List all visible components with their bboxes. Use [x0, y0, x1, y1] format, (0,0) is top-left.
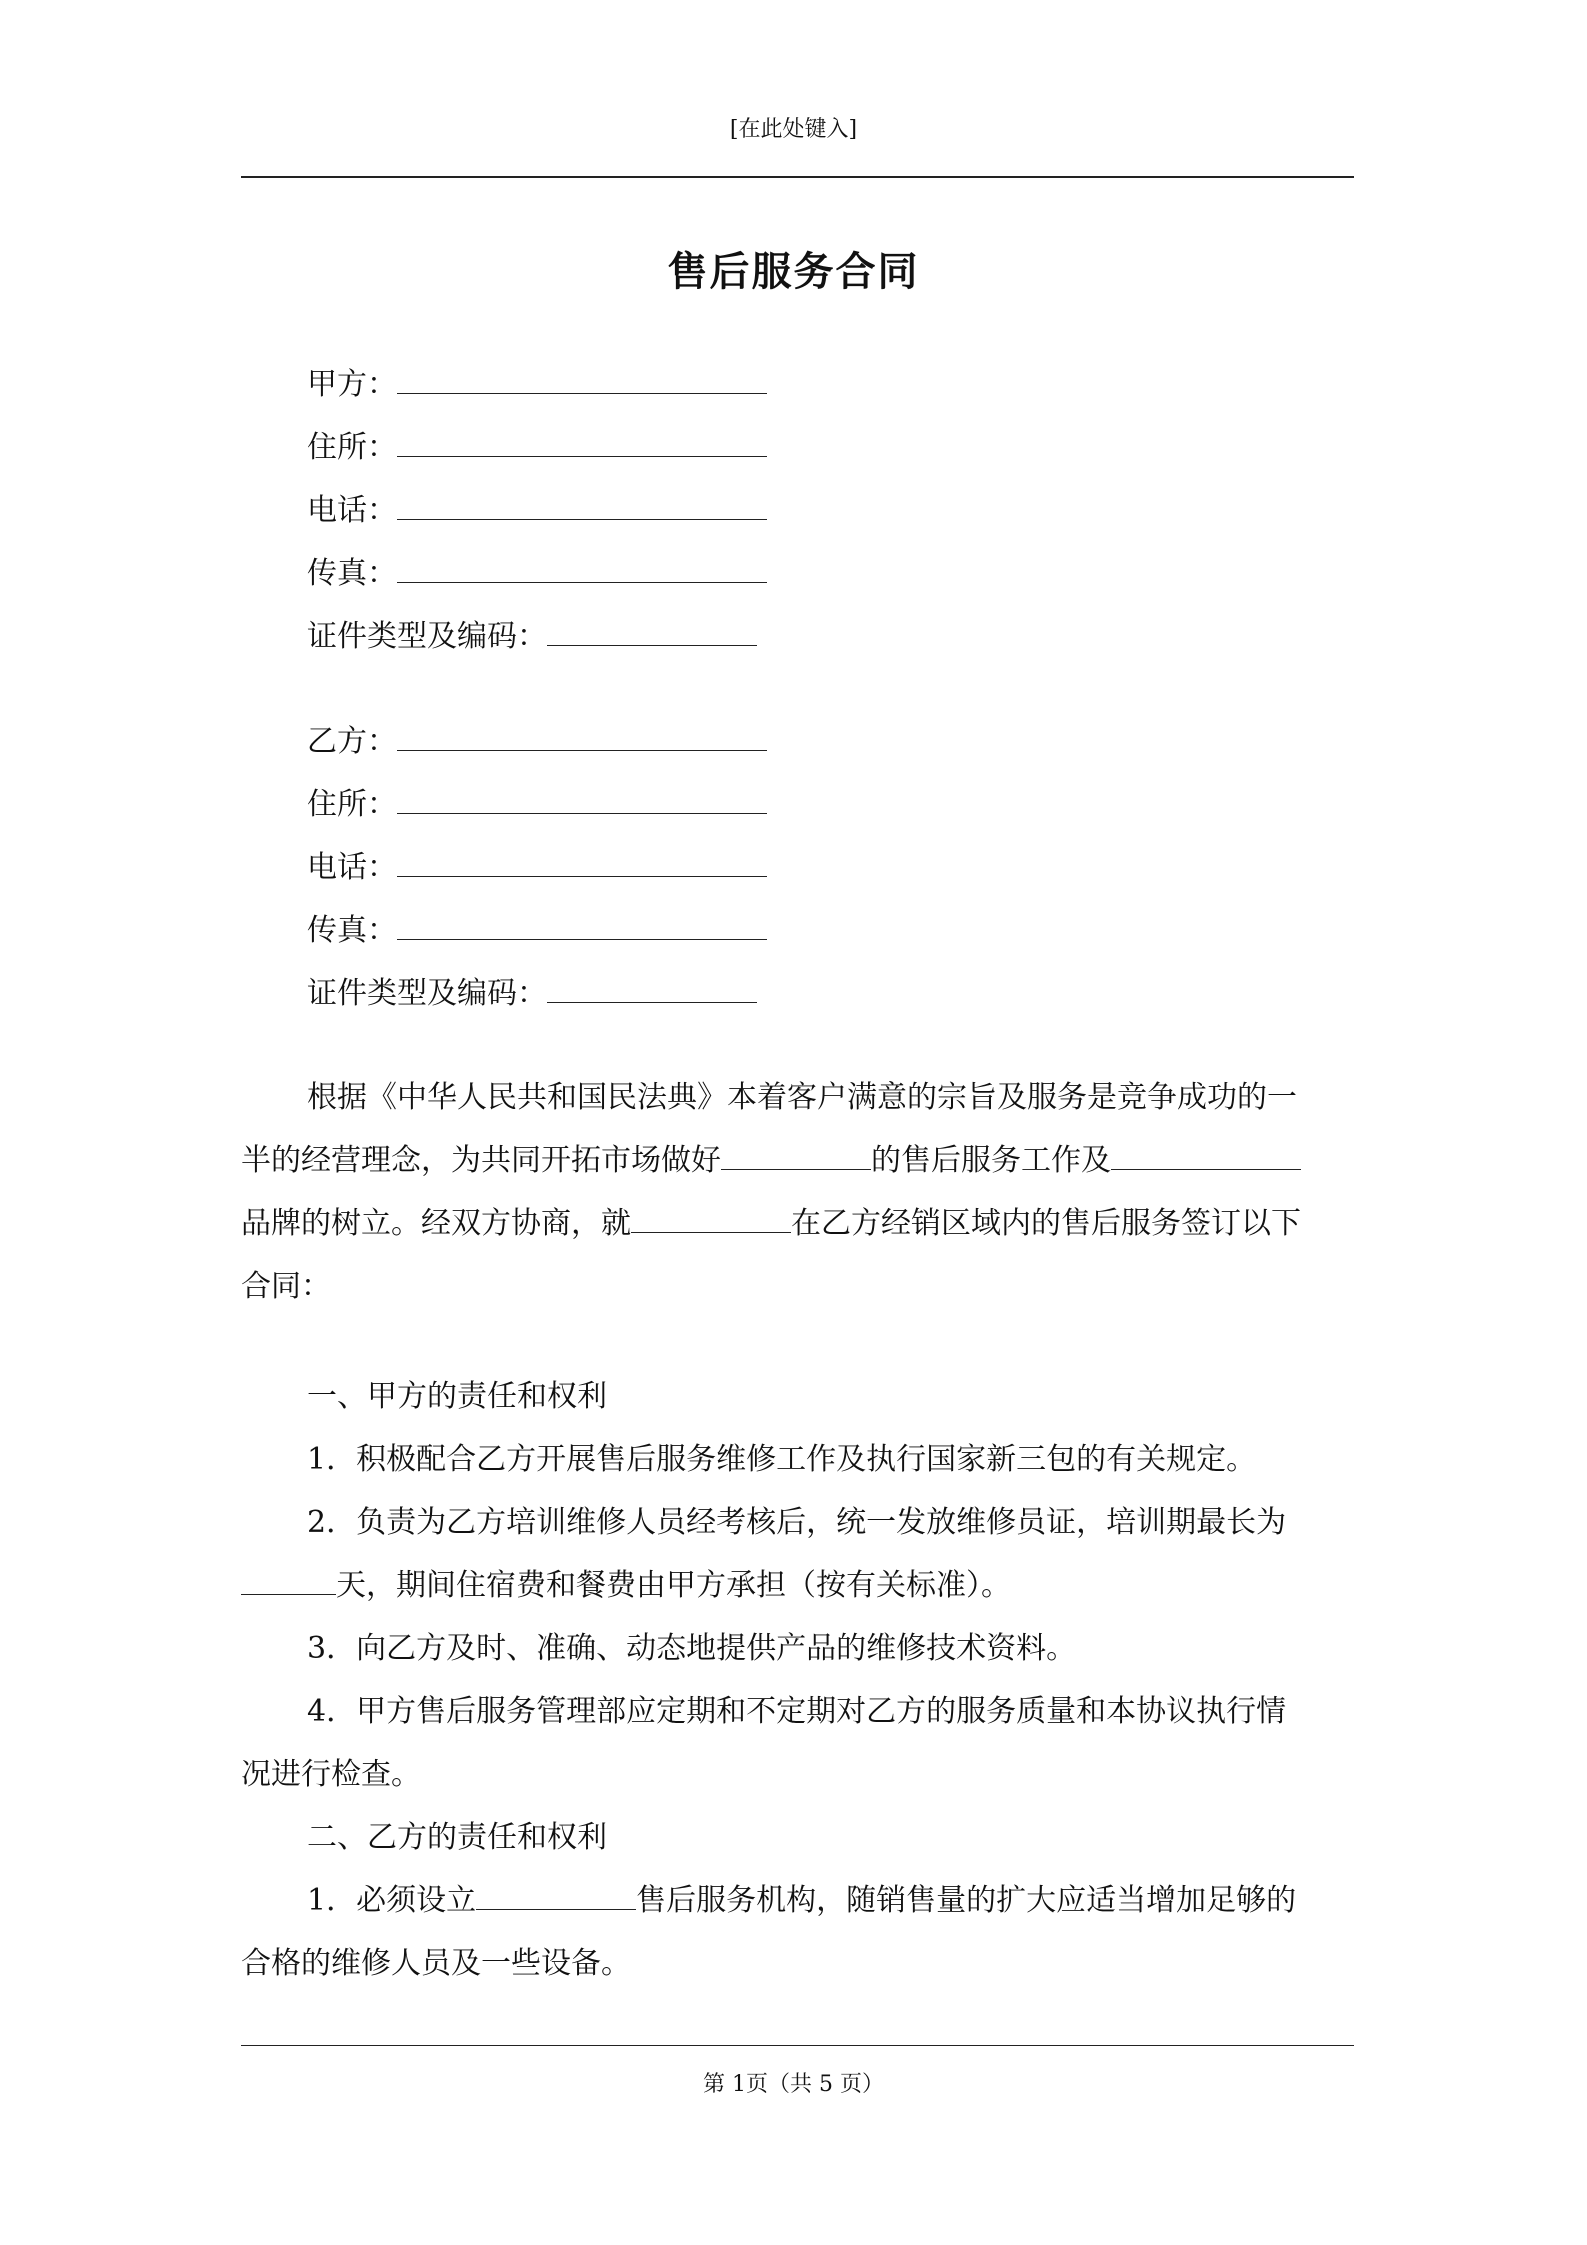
section-1-item-2-text: 天，期间住宿费和餐费由甲方承担（按有关标准）。: [336, 1568, 1011, 1603]
party-b-id-label: 证件类型及编码：: [307, 976, 547, 1011]
party-a-address-blank[interactable]: [397, 426, 767, 457]
intro-line-1: 根据《中华人民共和国民法典》本着客户满意的宗旨及服务是竞争成功的一: [307, 1080, 1297, 1115]
intro-line-3-a: 品牌的树立。经双方协商，就: [241, 1206, 631, 1241]
party-b-id-blank[interactable]: [547, 972, 757, 1003]
party-a-phone-blank[interactable]: [397, 489, 767, 520]
intro-line-2-b: 的售后服务工作及: [871, 1143, 1111, 1178]
party-b-field: [307, 720, 767, 762]
service-org-blank[interactable]: [476, 1881, 636, 1910]
party-a-phone-field: [307, 489, 767, 531]
party-a-address-field: [307, 426, 767, 468]
intro-line-3: [241, 1198, 1301, 1242]
party-b-id-field: [307, 972, 757, 1014]
party-a-label: 甲方：: [307, 367, 397, 402]
party-b-address-label: 住所：: [307, 787, 397, 822]
footer-rule: [241, 2045, 1354, 2046]
section-1-item-2-line-2: [241, 1560, 1011, 1604]
party-b-address-blank[interactable]: [397, 783, 767, 814]
section-1-item-4-line-1: 4．甲方售后服务管理部应定期和不定期对乙方的服务质量和本协议执行情: [307, 1694, 1287, 1729]
intro-blank-1[interactable]: [721, 1141, 871, 1170]
party-b-label: 乙方：: [307, 724, 397, 759]
section-1-item-1: 1．积极配合乙方开展售后服务维修工作及执行国家新三包的有关规定。: [307, 1442, 1257, 1477]
party-b-phone-label: 电话：: [307, 850, 397, 885]
intro-line-4: 合同：: [241, 1269, 331, 1304]
header-placeholder: [在此处键入]: [729, 117, 858, 142]
section-1-item-3: 3．向乙方及时、准确、动态地提供产品的维修技术资料。: [307, 1631, 1077, 1666]
party-a-address-label: 住所：: [307, 430, 397, 465]
party-a-fax-field: [307, 552, 767, 594]
party-b-address-field: [307, 783, 767, 825]
intro-line-2-a: 半的经营理念，为共同开拓市场做好: [241, 1143, 721, 1178]
intro-line-2: [241, 1135, 1301, 1179]
section-1-item-4-line-2: 况进行检查。: [241, 1757, 421, 1792]
party-a-id-field: [307, 615, 757, 657]
header-rule: [241, 176, 1354, 178]
section-2-item-1-line-2: 合格的维修人员及一些设备。: [241, 1946, 631, 1981]
section-2-item-1-line-1: [307, 1875, 1296, 1919]
party-b-blank[interactable]: [397, 720, 767, 751]
party-a-field: [307, 363, 767, 405]
section-2-item-1-b: 售后服务机构，随销售量的扩大应适当增加足够的: [636, 1883, 1297, 1918]
party-b-phone-field: [307, 846, 767, 888]
party-a-blank[interactable]: [397, 363, 767, 394]
intro-blank-2[interactable]: [1111, 1141, 1301, 1170]
party-b-fax-field: [307, 909, 767, 951]
section-1-item-2-line-1: 2．负责为乙方培训维修人员经考核后，统一发放维修员证，培训期最长为: [307, 1505, 1287, 1540]
party-a-id-label: 证件类型及编码：: [307, 619, 547, 654]
training-days-blank[interactable]: [241, 1566, 336, 1595]
party-a-fax-blank[interactable]: [397, 552, 767, 583]
intro-blank-3[interactable]: [631, 1204, 791, 1233]
section-2-heading: 二、乙方的责任和权利: [307, 1820, 607, 1855]
intro-line-3-b: 在乙方经销区域内的售后服务签订以下: [791, 1206, 1301, 1241]
party-b-phone-blank[interactable]: [397, 846, 767, 877]
document-title: 售后服务合同: [667, 248, 920, 295]
section-1-heading: 一、甲方的责任和权利: [307, 1379, 607, 1414]
page-number: 第 1页（共 5 页）: [703, 2072, 884, 2097]
party-a-id-blank[interactable]: [547, 615, 757, 646]
party-a-fax-label: 传真：: [307, 556, 397, 591]
section-2-item-1-a: 1．必须设立: [307, 1883, 477, 1918]
party-b-fax-blank[interactable]: [397, 909, 767, 940]
party-b-fax-label: 传真：: [307, 913, 397, 948]
party-a-phone-label: 电话：: [307, 493, 397, 528]
